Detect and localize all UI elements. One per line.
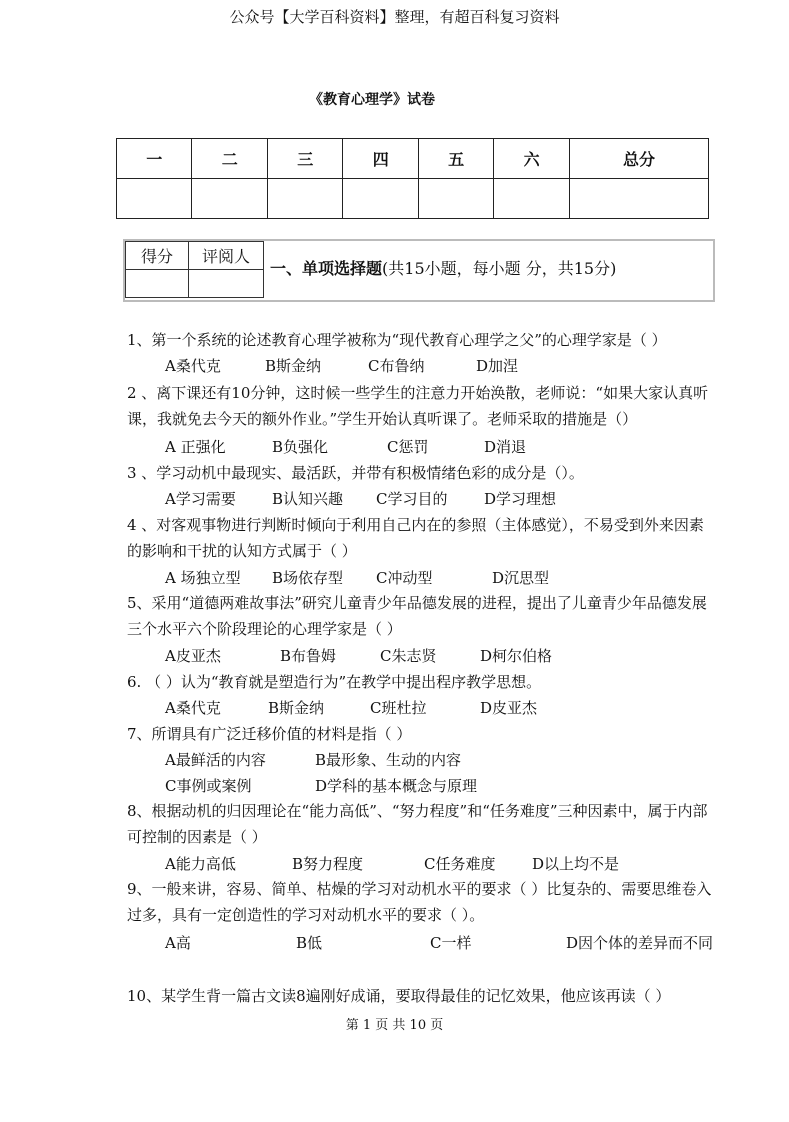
section-title-rest: (共15小题，每小题 分，共15分) [382,259,617,278]
q7-option-a: A最鲜活的内容 [165,751,266,769]
q1-option-a: A桑代克 [165,357,221,375]
q4-option-d: D沉思型 [492,569,550,587]
question-5: 5、采用“道德两难故事法”研究儿童青少年品德发展的进程，提出了儿童青少年品德发展三个水平六个阶段理论的心理学家是（ ） [127,594,707,638]
page-footer: 第 1 页 共 10 页 [345,1018,444,1033]
q3-option-d: D学习理想 [484,490,557,508]
q5-option-a: A皮亚杰 [165,647,221,665]
q2-option-c: C惩罚 [387,438,429,456]
q9-option-a: A高 [165,934,191,952]
q8-option-d: D以上均不是 [532,855,620,873]
q5-option-c: C朱志贤 [380,647,437,665]
q9-option-d: D因个体的差异而不同 [566,934,714,952]
score-table [116,138,709,219]
question-3: 3 、学习动机中最现实、最活跃，并带有积极情绪色彩的成分是（）。 [127,464,584,482]
q3-option-a: A学习需要 [165,490,236,508]
q1-option-c: C布鲁纳 [368,357,425,375]
question-1: 1、第一个系统的论述教育心理学被称为“现代教育心理学之父”的心理学家是（ ） [127,331,667,349]
q1-option-d: D加涅 [476,357,519,375]
q6-option-d: D皮亚杰 [480,699,538,717]
q3-option-c: C学习目的 [376,490,448,508]
q2-option-a: A 正强化 [165,438,226,456]
q9-option-b: B低 [296,934,323,952]
grader-table [125,241,264,298]
q2-option-d: D消退 [484,438,527,456]
section-title-bold: 一、单项选择题 [270,259,383,278]
question-8: 8、根据动机的归因理论在“能力高低”、“努力程度”和“任务难度”三种因素中，属于内部可控制的因素是（ ） [127,802,708,846]
score-cell-5 [418,179,493,219]
score-label: 得分 [126,242,189,270]
score-cell-6 [494,179,569,219]
question-2: 2 、离下课还有10分钟，这时候一些学生的注意力开始涣散，老师说：“如果大家认真听课，我就免去今天的额外作业。”学生开始认真听课了。老师采取的措施是（） [127,384,709,428]
score-header-1: 一 [117,139,192,179]
q7-option-d: D学科的基本概念与原理 [315,777,478,795]
q8-option-b: B努力程度 [292,855,364,873]
q5-option-b: B布鲁姆 [280,647,337,665]
grader-label: 评阅人 [189,242,264,270]
q4-option-c: C冲动型 [376,569,433,587]
q4-option-a: A 场独立型 [165,569,241,587]
paper-title: 《教育心理学》试卷 [309,92,435,108]
score-cell-3 [267,179,342,219]
question-10: 10、某学生背一篇古文读8遍刚好成诵，要取得最佳的记忆效果，他应该再读（ ） [127,987,671,1005]
q7-option-b: B最形象、生动的内容 [315,751,462,769]
score-cell-total [569,179,708,219]
q5-option-d: D柯尔伯格 [480,647,553,665]
grader-input-cell [189,270,264,298]
q6-option-c: C班杜拉 [370,699,427,717]
question-7: 7、所谓具有广泛迁移价值的材料是指（ ） [127,725,412,743]
q9-option-c: C一样 [430,934,472,952]
question-4: 4 、对客观事物进行判断时倾向于利用自己内在的参照（主体感觉），不易受到外来因素的影响和干扰的认知方式属于（ ） [127,516,704,560]
q3-option-b: B认知兴趣 [272,490,344,508]
q7-option-c: C事例或案例 [165,777,252,795]
score-cell-1 [117,179,192,219]
score-header-2: 二 [192,139,267,179]
score-input-cell [126,270,189,298]
q6-option-a: A桑代克 [165,699,221,717]
score-header-total: 总分 [569,139,708,179]
q4-option-b: B场依存型 [272,569,344,587]
section-title [270,256,616,279]
section-header-box [123,239,715,302]
score-header-4: 四 [343,139,418,179]
score-header-6: 六 [494,139,569,179]
question-9: 9、一般来讲，容易、简单、枯燥的学习对动机水平的要求（ ）比复杂的、需要思维卷入过多，具有一定创造性的学习对动机水平的要求（ ）。 [127,880,712,924]
score-cell-2 [192,179,267,219]
q2-option-b: B负强化 [272,438,329,456]
score-header-3: 三 [267,139,342,179]
header-note: 公众号【大学百科资料】整理，有超百科复习资料 [229,8,560,26]
score-cell-4 [343,179,418,219]
q8-option-c: C任务难度 [424,855,496,873]
q1-option-b: B斯金纳 [265,357,322,375]
q8-option-a: A能力高低 [165,855,236,873]
score-header-5: 五 [418,139,493,179]
q6-option-b: B斯金纳 [268,699,325,717]
question-6: 6. （ ）认为“教育就是塑造行为”在教学中提出程序教学思想。 [127,673,542,691]
